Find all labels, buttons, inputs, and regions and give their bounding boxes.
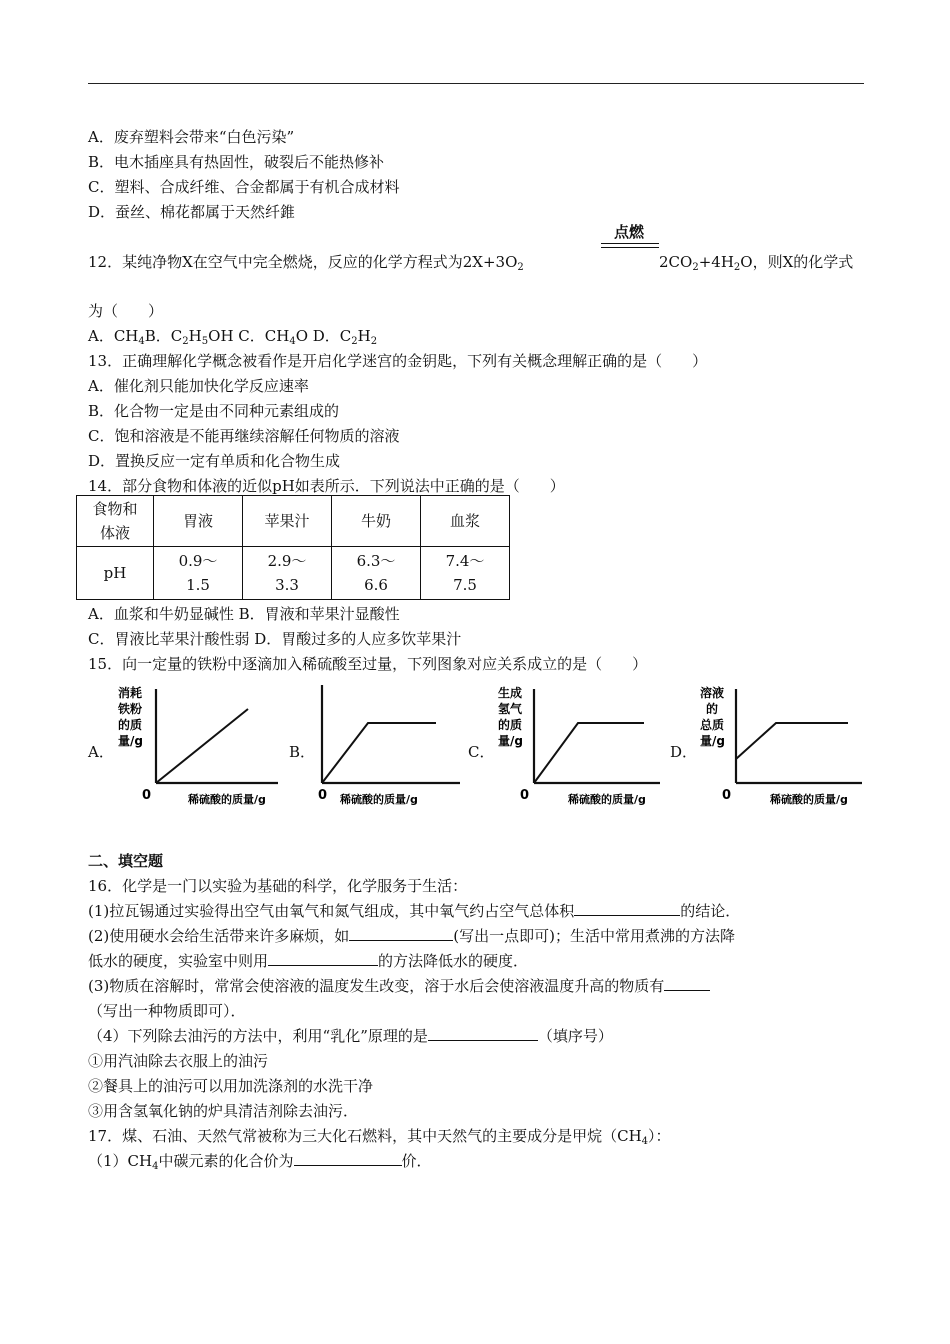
graph-a-curve [156,709,248,783]
q13-option-c: C．饱和溶液是不能再继续溶解任何物质的溶液 [88,427,400,445]
reaction-condition: 点燃 [613,223,644,241]
graph-a-ylabel-1: 消耗 [118,686,143,700]
graph-c [494,677,664,807]
graph-b-xlabel: 稀硫酸的质量/g [340,793,418,806]
equation-arrow-line-bottom [601,247,659,248]
table-cell: 2.9～ 3.3 [243,547,332,600]
q16-choice-2: ②餐具上的油污可以用加洗涤剂的水洗干净 [88,1077,374,1095]
q14-stem: 14．部分食物和体液的近似pH如表所示．下列说法中正确的是（ ） [88,477,565,495]
q16-choice-3: ③用含氢氧化钠的炉具清洁剂除去油污． [88,1102,359,1120]
graph-a-origin: 0 [142,788,152,803]
table-row-label: pH [77,547,154,600]
graph-d [696,677,866,807]
q15-letter-a: A． [88,743,114,761]
section-title: 二、填空题 [88,852,164,870]
table-cell: 6.3～ 6.6 [332,547,421,600]
q11-option-b: B．电木插座具有热固性，破裂后不能热修补 [88,153,385,171]
q15-letter-b: B． [289,743,316,761]
q16-part-3: (3)物质在溶解时，常常会使溶液的温度发生改变，溶于水后会使溶液温度升高的物质有 [88,976,710,996]
equation-arrow-line-top [601,243,659,244]
q16-part-2-continued: 低水的硬度，实验室中则用 的方法降低水的硬度． [88,952,529,970]
table-col-header: 苹果汁 [243,496,332,547]
graph-c-origin: 0 [520,788,530,803]
table-cell: 7.4～ 7.5 [421,547,510,600]
table-col-header: 血浆 [421,496,510,547]
q16-part-1: (1)拉瓦锡通过实验得出空气由氧气和氮气组成，其中氧气约占空气总体积 的结论． [88,902,741,920]
table-col-header: 牛奶 [332,496,421,547]
table-header-row [77,496,510,547]
q17-stem: 17．煤、石油、天然气常被称为三大化石燃料，其中天然气的主要成分是甲烷$(CH_4)$： [88,1127,671,1147]
graph-b-origin: 0 [318,788,328,803]
answer-blank[interactable] [428,1026,538,1041]
graph-c-ylabel-2: 氢气 [498,702,523,716]
q11-option-a: A．废弃塑料会带来“白色污染” [88,128,295,146]
graph-d-ylabel-4: 量/g [700,734,725,748]
q16-part-4: （4）下列除去油污的方法中，利用“乳化”原理的是 （填序号） [88,1027,613,1045]
q13-option-d: D．置换反应一定有单质和化合物生成 [88,452,341,470]
q14-options-ab: A．血浆和牛奶显碱性 B．胃液和苹果汁显酸性 [88,605,400,623]
q13-stem: 13．正确理解化学概念被看作是开启化学迷宫的金钥匙，下列有关概念理解正确的是（ ） [88,352,708,370]
graph-d-ylabel-2: 的 [706,702,719,716]
graph-c-ylabel-3: 的质 [498,718,523,732]
q14-options-cd: C．胃液比苹果汁酸性弱 D．胃酸过多的人应多饮苹果汁 [88,630,462,648]
q13-option-b: B．化合物一定是由不同种元素组成的 [88,402,340,420]
graph-d-ylabel-1: 溶液 [700,686,725,700]
graph-a [114,677,282,807]
answer-blank[interactable] [574,901,680,916]
table-cell: 0.9～ 1.5 [154,547,243,600]
q13-option-a: A．催化剂只能加快化学反应速率 [88,377,309,395]
q11-option-d: D．蚕丝、棉花都属于天然纤錐 [88,203,296,221]
ph-table [76,495,510,600]
table-row [77,547,510,600]
graph-d-curve [736,723,848,759]
q17-part-1: $(1)CH_4$中碳元素的化合价为 价． [88,1152,432,1172]
graph-a-xlabel: 稀硫酸的质量/g [188,793,266,806]
graph-d-xlabel: 稀硫酸的质量/g [770,793,848,806]
graph-c-xlabel: 稀硫酸的质量/g [568,793,646,806]
header-rule [88,83,864,84]
q16-stem: 16．化学是一门以实验为基础的科学，化学服务于生活： [88,877,468,895]
graph-a-ylabel-3: 的质 [118,718,143,732]
q12-stem-continued: 为（ ） [88,302,164,320]
q16-part-3-continued: （写出一种物质即可）． [88,1002,246,1020]
q15-stem: 15．向一定量的铁粉中逐滴加入稀硫酸至过量，下列图象对应关系成立的是（ ） [88,655,648,673]
q11-option-c: C．塑料、合成纤维、合金都属于有机合成材料 [88,178,400,196]
graph-b [314,677,464,807]
graph-c-curve [534,723,644,783]
q16-part-2: (2)使用硬水会给生活带来许多麻烦，如 (写出一点即可)；生活中常用煮沸的方法降 [88,927,735,945]
graph-c-ylabel-4: 量/g [498,734,523,748]
q15-letter-d: D． [670,743,698,761]
table-header-cell: 食物和 体液 [77,496,154,547]
graph-a-ylabel-4: 量/g [118,734,143,748]
graph-b-curve [322,723,436,783]
answer-blank[interactable] [664,976,710,991]
table-col-header: 胃液 [154,496,243,547]
answer-blank[interactable] [268,951,378,966]
graph-c-ylabel-1: 生成 [498,686,523,700]
answer-blank[interactable] [349,926,453,941]
q12-stem: 12．某纯净物X在空气中完全燃烧，反应的化学方程式为$2X+3O_2$ [88,253,524,273]
graph-d-origin: 0 [722,788,732,803]
graph-d-ylabel-3: 总质 [700,718,725,732]
answer-blank[interactable] [294,1151,402,1166]
q12-options: A．$CH_4B$．$C_2H_5OH$ C．$CH_4O$ D．$C_2H_2$ [88,327,378,347]
q16-choice-1: ①用汽油除去衣服上的油污 [88,1052,269,1070]
graph-a-ylabel-2: 铁粉 [118,702,143,716]
q15-letter-c: C． [468,743,495,761]
q12-stem-products: $2CO_2+4H_2O$，则X的化学式 [659,253,854,273]
